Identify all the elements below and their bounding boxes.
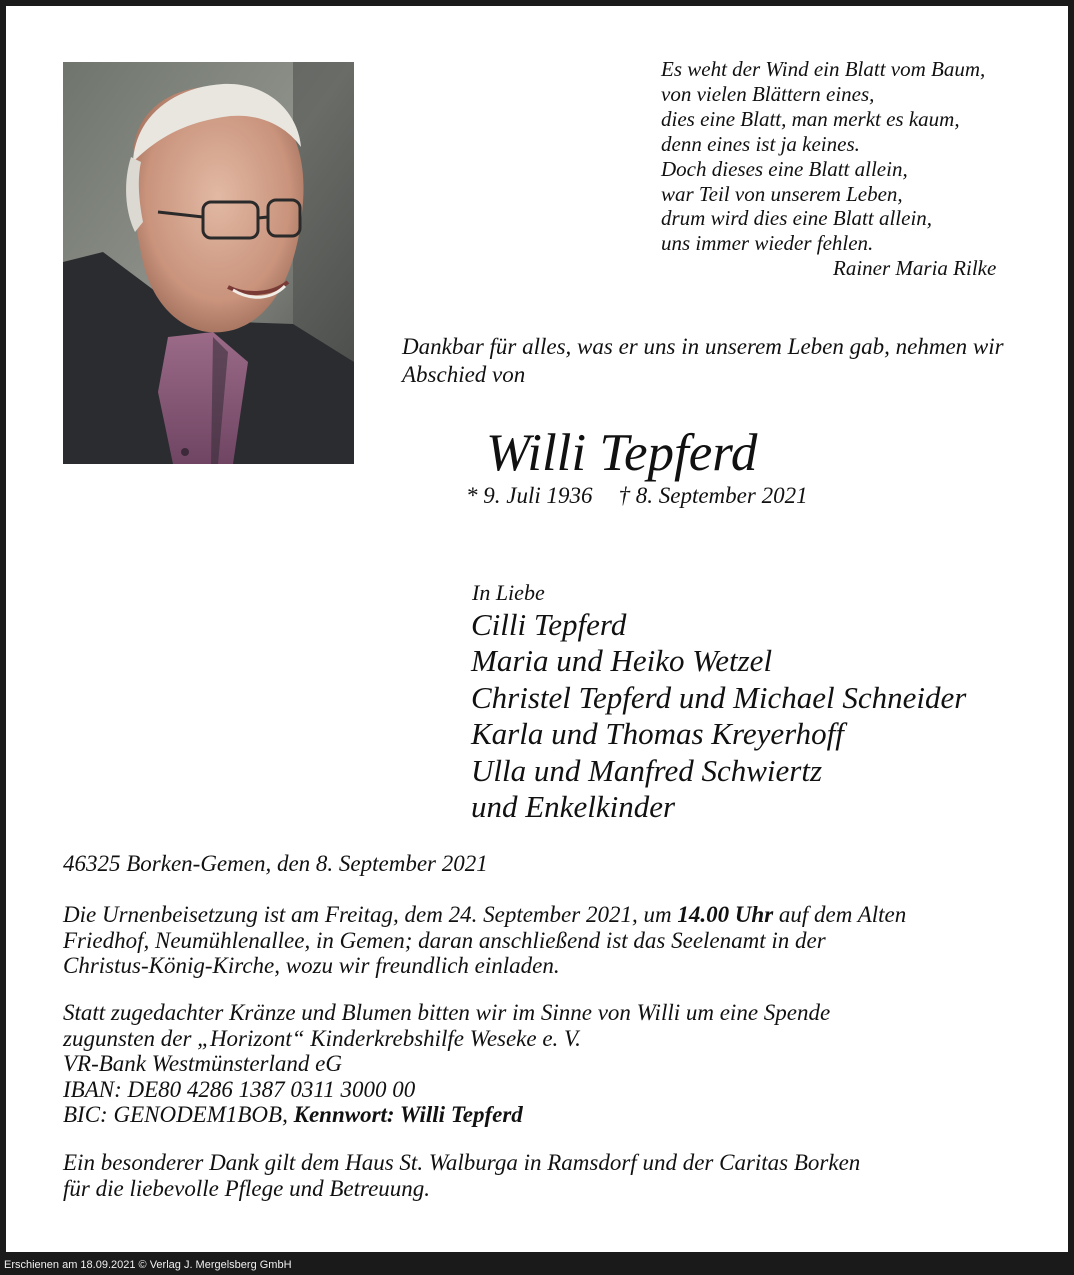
birth-date: * 9. Juli 1936	[466, 483, 593, 508]
iban: IBAN: DE80 4286 1387 0311 3000 00	[63, 1076, 416, 1102]
deceased-name: Willi Tepferd	[486, 424, 758, 482]
obituary-page	[6, 6, 1068, 1252]
poem-line: uns immer wieder fehlen.	[661, 231, 874, 256]
mourner-name: Maria und Heiko Wetzel	[471, 643, 773, 679]
donation-line: zugunsten der „Horizont“ Kinderkrebshilfe Weseke e. V.	[63, 1025, 581, 1051]
funeral-text: auf dem Alten	[773, 902, 907, 927]
mourner-name: Ulla und Manfred Schwiertz	[471, 752, 823, 788]
poem-line: von vielen Blättern eines,	[661, 81, 875, 106]
poem-line: dies eine Blatt, man merkt es kaum,	[661, 106, 960, 131]
mourner-name: und Enkelkinder	[471, 789, 676, 825]
funeral-line	[63, 902, 906, 928]
place-date: 46325 Borken-Gemen, den 8. September 2021	[63, 851, 488, 876]
mourners-label: In Liebe	[472, 580, 545, 605]
life-dates	[466, 481, 808, 511]
funeral-line: Christus-König-Kirche, wozu wir freundlich einladen.	[63, 953, 560, 978]
funeral-info	[63, 902, 906, 979]
bic-line	[63, 1102, 830, 1128]
poem	[661, 57, 996, 281]
mourner-name: Christel Tepferd und Michael Schneider	[471, 679, 967, 715]
poem-author: Rainer Maria Rilke	[833, 256, 997, 281]
portrait-image	[63, 62, 354, 464]
mourner-name: Karla und Thomas Kreyerhoff	[471, 716, 844, 752]
portrait-photo	[63, 62, 354, 464]
mourners-list	[471, 607, 966, 825]
poem-line: Doch dieses eine Blatt allein,	[661, 156, 908, 181]
donation-info	[63, 1000, 830, 1128]
poem-line: denn eines ist ja keines.	[661, 131, 860, 156]
intro-text: Dankbar für alles, was er uns in unserem Leben gab, nehmen wir Abschied von	[402, 334, 1004, 387]
mourner-name: Cilli Tepferd	[471, 607, 627, 642]
publication-footer: Erschienen am 18.09.2021 © Verlag J. Mergelsberg GmbH	[4, 1259, 292, 1271]
thanks-line: Ein besonderer Dank gilt dem Haus St. Walburga in Ramsdorf und der Caritas Borken	[63, 1150, 861, 1175]
keyword: Kennwort: Willi Tepferd	[293, 1102, 523, 1127]
poem-line: war Teil von unserem Leben,	[661, 181, 903, 206]
funeral-time: 14.00 Uhr	[677, 902, 774, 927]
thanks-info	[63, 1150, 860, 1201]
death-date: † 8. September 2021	[618, 483, 808, 508]
funeral-line: Friedhof, Neumühlenallee, in Gemen; daran anschließend ist das Seelenamt in der	[63, 927, 826, 953]
poem-line: drum wird dies eine Blatt allein,	[661, 206, 933, 231]
bank-name: VR-Bank Westmünsterland eG	[63, 1051, 342, 1076]
poem-line: Es weht der Wind ein Blatt vom Baum,	[661, 57, 986, 81]
funeral-text: Die Urnenbeisetzung ist am Freitag, dem 24. September 2021, um	[63, 902, 678, 927]
thanks-line: für die liebevolle Pflege und Betreuung.	[63, 1175, 431, 1201]
donation-line: Statt zugedachter Kränze und Blumen bitten wir im Sinne von Willi um eine Spende	[63, 1000, 831, 1025]
bic: BIC: GENODEM1BOB,	[63, 1102, 294, 1127]
